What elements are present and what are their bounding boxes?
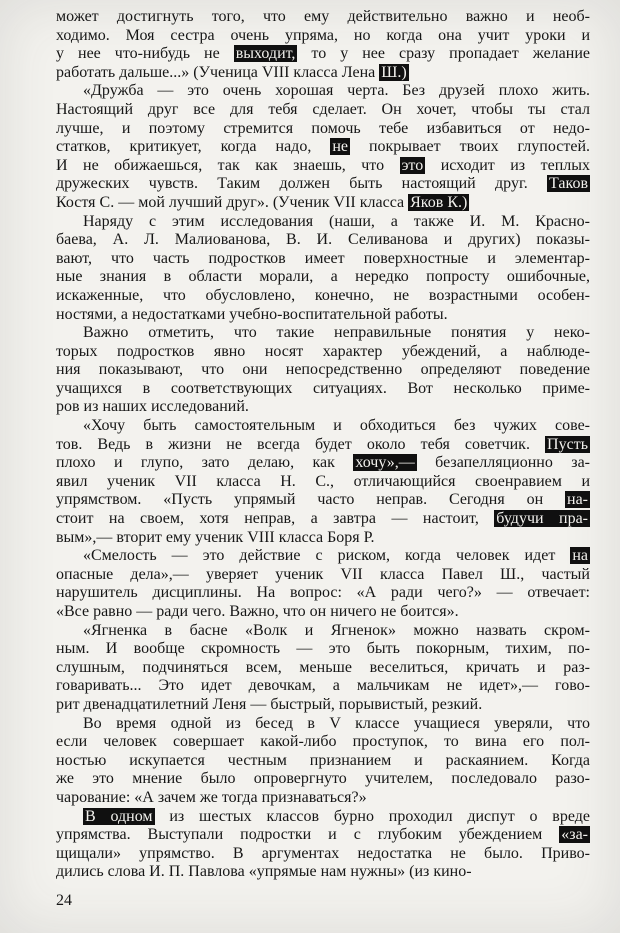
paragraph bbox=[56, 715, 590, 808]
text-line: статков, критикует, когда надо, не покрывает твоих глупостей. bbox=[56, 138, 591, 156]
text-line: ния показывают, что они непосредственно определяют поведение bbox=[56, 361, 590, 379]
inverted-scan-text: Пусть bbox=[547, 435, 588, 453]
text-line: может достигнуть того, что ему действительно важно и необ- bbox=[56, 8, 590, 25]
inverted-scan-text: на bbox=[572, 547, 588, 565]
text-line: нарушитель дисциплины. На вопрос: «А ради чего?» — отвечает: bbox=[56, 584, 590, 602]
inverted-scan-text: В одном bbox=[85, 807, 153, 825]
text-line: слушным, подчиняться всем, меньше веселиться, кричать и раз- bbox=[56, 658, 590, 676]
inverted-scan-text: Яков К.) bbox=[410, 193, 468, 211]
text-line: Во время одной из бесед в V классе учащиеся уверяли, что bbox=[83, 714, 590, 732]
text-line: упрямства. Выступали подростки и с глубоким убеждением «за- bbox=[56, 826, 588, 844]
inverted-scan-text: будучи пра- bbox=[496, 510, 589, 528]
paragraph bbox=[56, 547, 590, 621]
text-line: рит двенадцатилетний Леня — быстрый, порывистый, резкий. bbox=[56, 695, 483, 713]
text-block bbox=[56, 8, 590, 882]
paragraph bbox=[56, 622, 590, 715]
inverted-scan-text: Ш.) bbox=[381, 63, 407, 81]
text-line: лучше, и поэтому стремится помочь тебе избавиться от недо- bbox=[56, 119, 590, 137]
text-line: баева, А. Л. Малиованова, В. И. Селиванова и других) показы- bbox=[56, 231, 590, 249]
paragraph bbox=[56, 213, 590, 325]
text-line: вым»,— вторит ему ученик VIII класса Боря Р. bbox=[56, 528, 375, 546]
text-line: «Все равно — ради чего. Важно, что он ничего не боится». bbox=[56, 603, 459, 620]
inverted-scan-text: хочу»,— bbox=[355, 454, 415, 472]
text-line: тов. Ведь в жизни не всегда будет около тебя советчик. Пусть bbox=[56, 435, 588, 453]
text-line: ров из наших исследований. bbox=[56, 398, 249, 416]
text-line: стоит на своем, хотя неправ, а завтра — настоит, будучи пра- bbox=[56, 510, 589, 528]
inverted-scan-text: на- bbox=[567, 491, 588, 509]
text-line: вают, что часть подростков имеет поверхностные и элементар- bbox=[56, 249, 590, 267]
text-line: дружеских чувств. Таким должен быть настоящий друг. Таков bbox=[56, 175, 588, 193]
text-line: учащихся в соответствующих ситуациях. Вот несколько приме- bbox=[56, 379, 590, 397]
inverted-scan-text: Таков bbox=[549, 175, 588, 193]
text-line: упрямством. «Пусть упрямый часто неправ. Сегодня он на- bbox=[56, 491, 588, 509]
text-line: опасные дела»,— уверяет ученик VII класса Павел Ш., частый bbox=[56, 565, 590, 583]
text-line: ходимо. Моя сестра очень упряма, но когда она учит уроки и bbox=[56, 26, 590, 44]
text-line: И не обижаешься, так как знаешь, что это исходит из теплых bbox=[56, 156, 590, 174]
text-line: дились слова И. П. Павлова «упрямые нам нужны» (из кино- bbox=[56, 863, 472, 881]
page-number: 24 bbox=[56, 892, 72, 909]
text-line: В одном из шестых классов бурно проходил диспут о вреде bbox=[85, 807, 590, 825]
inverted-scan-text: выходит, bbox=[235, 45, 296, 63]
text-line: плохо и глупо, зато делаю, как хочу»,— безапелляционно за- bbox=[56, 454, 590, 472]
text-line: Настоящий друг все для тебя сделает. Он хочет, чтобы ты стал bbox=[56, 100, 590, 118]
text-line: торых подростков явно носят характер убеждений, а наблюде- bbox=[56, 342, 590, 360]
text-line: Наряду с этим исследования (наши, а также И. М. Красно- bbox=[83, 212, 590, 230]
paragraph bbox=[56, 808, 590, 882]
text-line: если человек совершает какой-либо проступок, то вина его пол- bbox=[56, 733, 590, 751]
text-line: же это мнение было опровергнуто учителем, последовало разо- bbox=[56, 770, 590, 788]
inverted-scan-text: «за- bbox=[561, 826, 588, 844]
text-line: ностями, а недостатками учебно-воспитательной работы. bbox=[56, 305, 448, 323]
text-line: у нее что-нибудь не выходит, то у нее сразу пропадает желание bbox=[56, 45, 590, 63]
text-line: ные знания в области морали, а нередко попросту ошибочные, bbox=[56, 268, 590, 286]
text-line: ным. И вообще скромность — это быть покорным, тихим, по- bbox=[56, 640, 590, 658]
text-line: ностью искупается честным признанием и раскаянием. Когда bbox=[56, 751, 590, 769]
text-line: работать дальше...» (Ученица VIII класса Лена Ш.) bbox=[56, 63, 407, 81]
paragraph bbox=[56, 324, 590, 417]
text-line: «Смелость — это действие с риском, когда человек идет на bbox=[83, 547, 588, 565]
text-line: Костя С. — мой лучший друг». (Ученик VII класса Яков К.) bbox=[56, 193, 468, 211]
paragraph bbox=[56, 417, 590, 547]
paragraph bbox=[56, 8, 590, 82]
text-line: чарование: «А зачем же тогда признаваться?» bbox=[56, 788, 367, 806]
text-line: «Дружба — это очень хорошая черта. Без друзей плохо жить. bbox=[83, 82, 590, 100]
paragraph bbox=[56, 82, 590, 212]
inverted-scan-text: не bbox=[332, 138, 348, 156]
text-line: «Ягненка в басне «Волк и Ягненок» можно назвать скром- bbox=[83, 621, 590, 639]
text-line: явил ученик VII класса Н. С., отличающийся своенравием и bbox=[56, 472, 590, 490]
text-line: искаженные, что обусловлено, конечно, не возрастными особен- bbox=[56, 286, 590, 304]
text-line: Важно отметить, что такие неправильные понятия у неко- bbox=[83, 324, 590, 342]
text-line: «Хочу быть самостоятельным и обходиться без чужих сове- bbox=[83, 417, 590, 435]
text-line: говаривать... Это идет девочкам, а мальчикам не идет»,— гово- bbox=[56, 677, 590, 695]
text-line: щищали» упрямство. В аргументах недостатка не было. Приво- bbox=[56, 844, 590, 862]
inverted-scan-text: это bbox=[401, 156, 424, 174]
